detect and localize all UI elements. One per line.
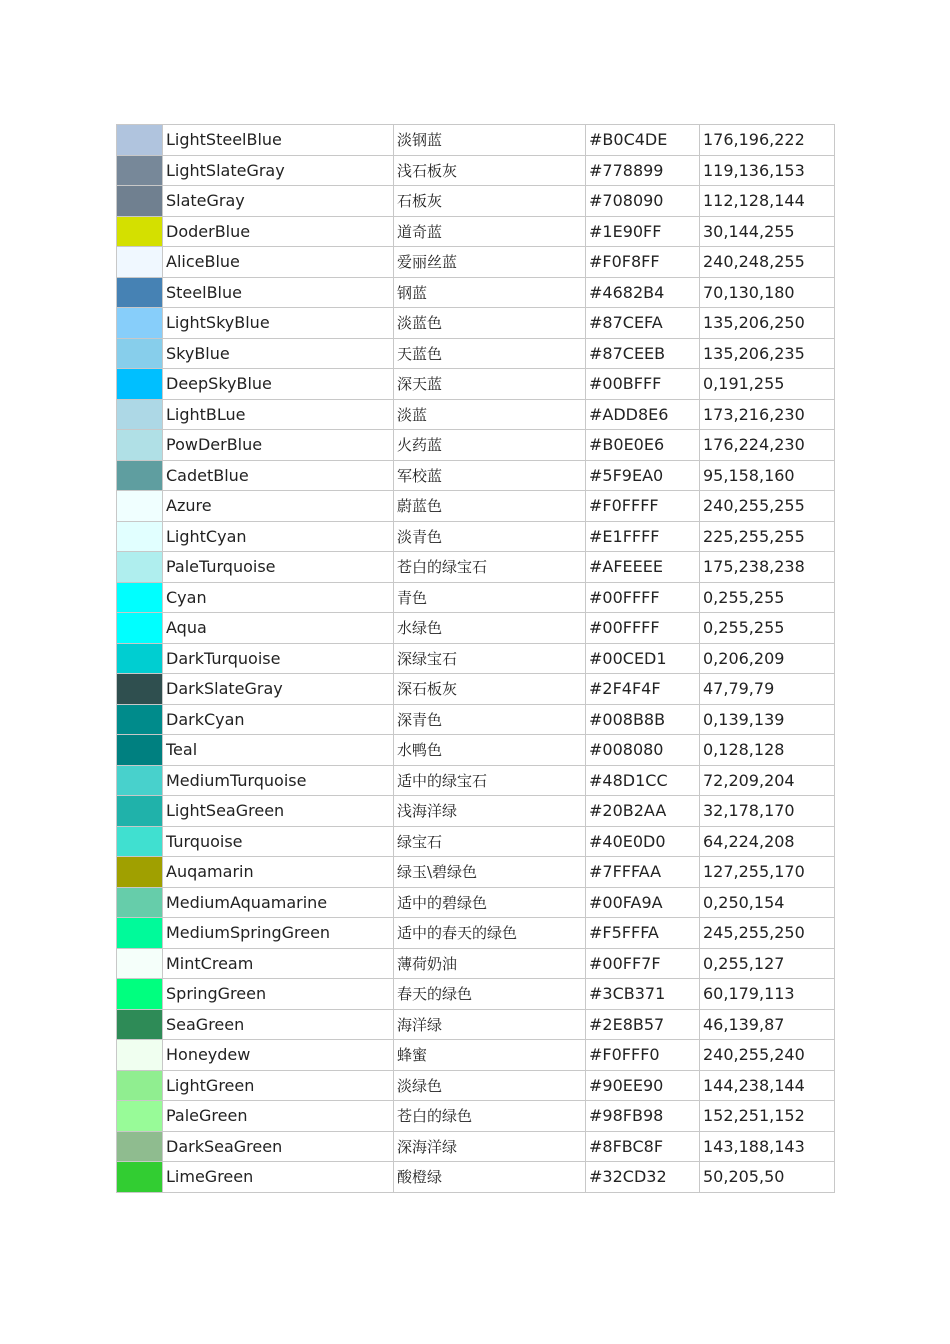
hex-code: #00FF7F [586, 948, 700, 979]
rgb-value: 60,179,113 [700, 979, 835, 1010]
hex-code: #E1FFFF [586, 521, 700, 552]
color-table-body [117, 125, 835, 1193]
color-name-en: SkyBlue [163, 338, 394, 369]
table-row [117, 735, 835, 766]
color-name-en: DarkSeaGreen [163, 1131, 394, 1162]
color-swatch [117, 308, 163, 339]
rgb-value: 245,255,250 [700, 918, 835, 949]
color-name-en: PowDerBlue [163, 430, 394, 461]
color-swatch [117, 887, 163, 918]
color-swatch [117, 521, 163, 552]
color-name-cn: 石板灰 [394, 186, 586, 217]
rgb-value: 95,158,160 [700, 460, 835, 491]
color-name-en: SteelBlue [163, 277, 394, 308]
hex-code: #8FBC8F [586, 1131, 700, 1162]
color-swatch [117, 918, 163, 949]
table-row [117, 1101, 835, 1132]
color-name-cn: 天蓝色 [394, 338, 586, 369]
color-swatch [117, 1101, 163, 1132]
color-name-en: LightBLue [163, 399, 394, 430]
color-name-cn: 淡绿色 [394, 1070, 586, 1101]
hex-code: #008B8B [586, 704, 700, 735]
rgb-value: 72,209,204 [700, 765, 835, 796]
hex-code: #778899 [586, 155, 700, 186]
color-name-cn: 深海洋绿 [394, 1131, 586, 1162]
color-name-cn: 春天的绿色 [394, 979, 586, 1010]
color-name-cn: 苍白的绿色 [394, 1101, 586, 1132]
rgb-value: 112,128,144 [700, 186, 835, 217]
table-row [117, 521, 835, 552]
color-name-cn: 薄荷奶油 [394, 948, 586, 979]
color-name-cn: 道奇蓝 [394, 216, 586, 247]
rgb-value: 119,136,153 [700, 155, 835, 186]
hex-code: #32CD32 [586, 1162, 700, 1193]
color-name-cn: 深青色 [394, 704, 586, 735]
rgb-value: 0,191,255 [700, 369, 835, 400]
color-name-cn: 苍白的绿宝石 [394, 552, 586, 583]
rgb-value: 32,178,170 [700, 796, 835, 827]
color-name-en: LightSteelBlue [163, 125, 394, 156]
table-row [117, 796, 835, 827]
color-name-en: Teal [163, 735, 394, 766]
table-row [117, 704, 835, 735]
color-name-en: Aqua [163, 613, 394, 644]
color-swatch [117, 1131, 163, 1162]
color-name-cn: 深天蓝 [394, 369, 586, 400]
hex-code: #7FFFAA [586, 857, 700, 888]
color-swatch [117, 369, 163, 400]
rgb-value: 0,250,154 [700, 887, 835, 918]
color-swatch [117, 247, 163, 278]
color-name-en: MediumTurquoise [163, 765, 394, 796]
hex-code: #00FFFF [586, 613, 700, 644]
color-name-cn: 火药蓝 [394, 430, 586, 461]
rgb-value: 175,238,238 [700, 552, 835, 583]
color-swatch [117, 1070, 163, 1101]
color-name-cn: 适中的碧绿色 [394, 887, 586, 918]
color-name-cn: 钢蓝 [394, 277, 586, 308]
hex-code: #2F4F4F [586, 674, 700, 705]
rgb-value: 173,216,230 [700, 399, 835, 430]
rgb-value: 0,255,255 [700, 613, 835, 644]
rgb-value: 152,251,152 [700, 1101, 835, 1132]
color-swatch [117, 735, 163, 766]
hex-code: #4682B4 [586, 277, 700, 308]
hex-code: #1E90FF [586, 216, 700, 247]
color-swatch [117, 186, 163, 217]
color-swatch [117, 399, 163, 430]
table-row [117, 552, 835, 583]
hex-code: #3CB371 [586, 979, 700, 1010]
hex-code: #87CEFA [586, 308, 700, 339]
color-swatch [117, 155, 163, 186]
color-swatch [117, 826, 163, 857]
color-name-en: Azure [163, 491, 394, 522]
color-name-cn: 军校蓝 [394, 460, 586, 491]
color-name-en: SlateGray [163, 186, 394, 217]
color-swatch [117, 796, 163, 827]
hex-code: #90EE90 [586, 1070, 700, 1101]
color-swatch [117, 552, 163, 583]
color-name-en: DarkTurquoise [163, 643, 394, 674]
color-name-en: LightSeaGreen [163, 796, 394, 827]
table-row [117, 338, 835, 369]
color-swatch [117, 613, 163, 644]
color-swatch [117, 125, 163, 156]
rgb-value: 143,188,143 [700, 1131, 835, 1162]
hex-code: #00BFFF [586, 369, 700, 400]
rgb-value: 135,206,250 [700, 308, 835, 339]
hex-code: #008080 [586, 735, 700, 766]
color-swatch [117, 1162, 163, 1193]
hex-code: #5F9EA0 [586, 460, 700, 491]
color-name-en: DoderBlue [163, 216, 394, 247]
rgb-value: 176,224,230 [700, 430, 835, 461]
color-name-cn: 浅海洋绿 [394, 796, 586, 827]
color-table [116, 124, 835, 1193]
rgb-value: 176,196,222 [700, 125, 835, 156]
table-row [117, 857, 835, 888]
color-name-en: SpringGreen [163, 979, 394, 1010]
table-row [117, 887, 835, 918]
rgb-value: 240,255,240 [700, 1040, 835, 1071]
color-swatch [117, 765, 163, 796]
color-name-cn: 淡蓝 [394, 399, 586, 430]
color-name-cn: 爱丽丝蓝 [394, 247, 586, 278]
color-name-cn: 海洋绿 [394, 1009, 586, 1040]
color-name-cn: 淡钢蓝 [394, 125, 586, 156]
color-name-en: MediumSpringGreen [163, 918, 394, 949]
color-name-en: PaleGreen [163, 1101, 394, 1132]
rgb-value: 0,139,139 [700, 704, 835, 735]
rgb-value: 225,255,255 [700, 521, 835, 552]
hex-code: #20B2AA [586, 796, 700, 827]
color-name-cn: 淡蓝色 [394, 308, 586, 339]
color-swatch [117, 582, 163, 613]
color-swatch [117, 948, 163, 979]
color-swatch [117, 674, 163, 705]
color-name-cn: 水鸭色 [394, 735, 586, 766]
color-name-en: CadetBlue [163, 460, 394, 491]
color-name-en: Turquoise [163, 826, 394, 857]
hex-code: #87CEEB [586, 338, 700, 369]
color-swatch [117, 857, 163, 888]
hex-code: #F0FFFF [586, 491, 700, 522]
hex-code: #00CED1 [586, 643, 700, 674]
table-row [117, 643, 835, 674]
hex-code: #F5FFFA [586, 918, 700, 949]
color-name-en: DeepSkyBlue [163, 369, 394, 400]
hex-code: #98FB98 [586, 1101, 700, 1132]
rgb-value: 70,130,180 [700, 277, 835, 308]
color-swatch [117, 704, 163, 735]
color-name-cn: 绿玉\碧绿色 [394, 857, 586, 888]
color-name-en: MediumAquamarine [163, 887, 394, 918]
table-row [117, 948, 835, 979]
hex-code: #AFEEEE [586, 552, 700, 583]
color-swatch [117, 979, 163, 1010]
table-row [117, 491, 835, 522]
table-row [117, 1009, 835, 1040]
color-swatch [117, 216, 163, 247]
table-row [117, 826, 835, 857]
color-name-en: LightSkyBlue [163, 308, 394, 339]
table-row [117, 247, 835, 278]
hex-code: #2E8B57 [586, 1009, 700, 1040]
hex-code: #B0E0E6 [586, 430, 700, 461]
color-name-en: LightGreen [163, 1070, 394, 1101]
color-name-en: SeaGreen [163, 1009, 394, 1040]
hex-code: #00FA9A [586, 887, 700, 918]
color-name-cn: 深绿宝石 [394, 643, 586, 674]
color-swatch [117, 277, 163, 308]
table-row [117, 369, 835, 400]
color-swatch [117, 460, 163, 491]
color-name-cn: 青色 [394, 582, 586, 613]
table-row [117, 765, 835, 796]
color-swatch [117, 1040, 163, 1071]
hex-code: #B0C4DE [586, 125, 700, 156]
table-row [117, 979, 835, 1010]
table-row [117, 308, 835, 339]
color-swatch [117, 643, 163, 674]
rgb-value: 240,248,255 [700, 247, 835, 278]
rgb-value: 0,255,255 [700, 582, 835, 613]
hex-code: #48D1CC [586, 765, 700, 796]
color-name-cn: 水绿色 [394, 613, 586, 644]
table-row [117, 918, 835, 949]
color-name-en: Honeydew [163, 1040, 394, 1071]
color-name-cn: 深石板灰 [394, 674, 586, 705]
color-swatch [117, 338, 163, 369]
table-row [117, 430, 835, 461]
rgb-value: 46,139,87 [700, 1009, 835, 1040]
rgb-value: 30,144,255 [700, 216, 835, 247]
table-row [117, 125, 835, 156]
color-swatch [117, 430, 163, 461]
table-row [117, 613, 835, 644]
rgb-value: 127,255,170 [700, 857, 835, 888]
rgb-value: 144,238,144 [700, 1070, 835, 1101]
table-row [117, 1162, 835, 1193]
color-name-en: LightCyan [163, 521, 394, 552]
rgb-value: 64,224,208 [700, 826, 835, 857]
rgb-value: 0,255,127 [700, 948, 835, 979]
table-row [117, 277, 835, 308]
rgb-value: 47,79,79 [700, 674, 835, 705]
color-name-cn: 酸橙绿 [394, 1162, 586, 1193]
color-name-cn: 蜂蜜 [394, 1040, 586, 1071]
color-name-cn: 适中的绿宝石 [394, 765, 586, 796]
hex-code: #F0F8FF [586, 247, 700, 278]
table-row [117, 186, 835, 217]
color-name-en: AliceBlue [163, 247, 394, 278]
color-name-en: Cyan [163, 582, 394, 613]
rgb-value: 0,206,209 [700, 643, 835, 674]
color-name-en: PaleTurquoise [163, 552, 394, 583]
color-name-cn: 绿宝石 [394, 826, 586, 857]
table-row [117, 216, 835, 247]
rgb-value: 50,205,50 [700, 1162, 835, 1193]
table-row [117, 582, 835, 613]
color-name-en: LimeGreen [163, 1162, 394, 1193]
table-row [117, 155, 835, 186]
rgb-value: 135,206,235 [700, 338, 835, 369]
color-name-cn: 淡青色 [394, 521, 586, 552]
table-row [117, 1131, 835, 1162]
hex-code: #00FFFF [586, 582, 700, 613]
hex-code: #40E0D0 [586, 826, 700, 857]
color-name-cn: 浅石板灰 [394, 155, 586, 186]
table-row [117, 674, 835, 705]
hex-code: #ADD8E6 [586, 399, 700, 430]
color-swatch [117, 491, 163, 522]
color-name-en: Auqamarin [163, 857, 394, 888]
color-name-en: LightSlateGray [163, 155, 394, 186]
table-row [117, 460, 835, 491]
color-name-en: DarkSlateGray [163, 674, 394, 705]
hex-code: #F0FFF0 [586, 1040, 700, 1071]
table-row [117, 1040, 835, 1071]
rgb-value: 240,255,255 [700, 491, 835, 522]
color-name-cn: 蔚蓝色 [394, 491, 586, 522]
color-swatch [117, 1009, 163, 1040]
table-row [117, 399, 835, 430]
color-name-cn: 适中的春天的绿色 [394, 918, 586, 949]
rgb-value: 0,128,128 [700, 735, 835, 766]
color-name-en: MintCream [163, 948, 394, 979]
color-name-en: DarkCyan [163, 704, 394, 735]
hex-code: #708090 [586, 186, 700, 217]
table-row [117, 1070, 835, 1101]
